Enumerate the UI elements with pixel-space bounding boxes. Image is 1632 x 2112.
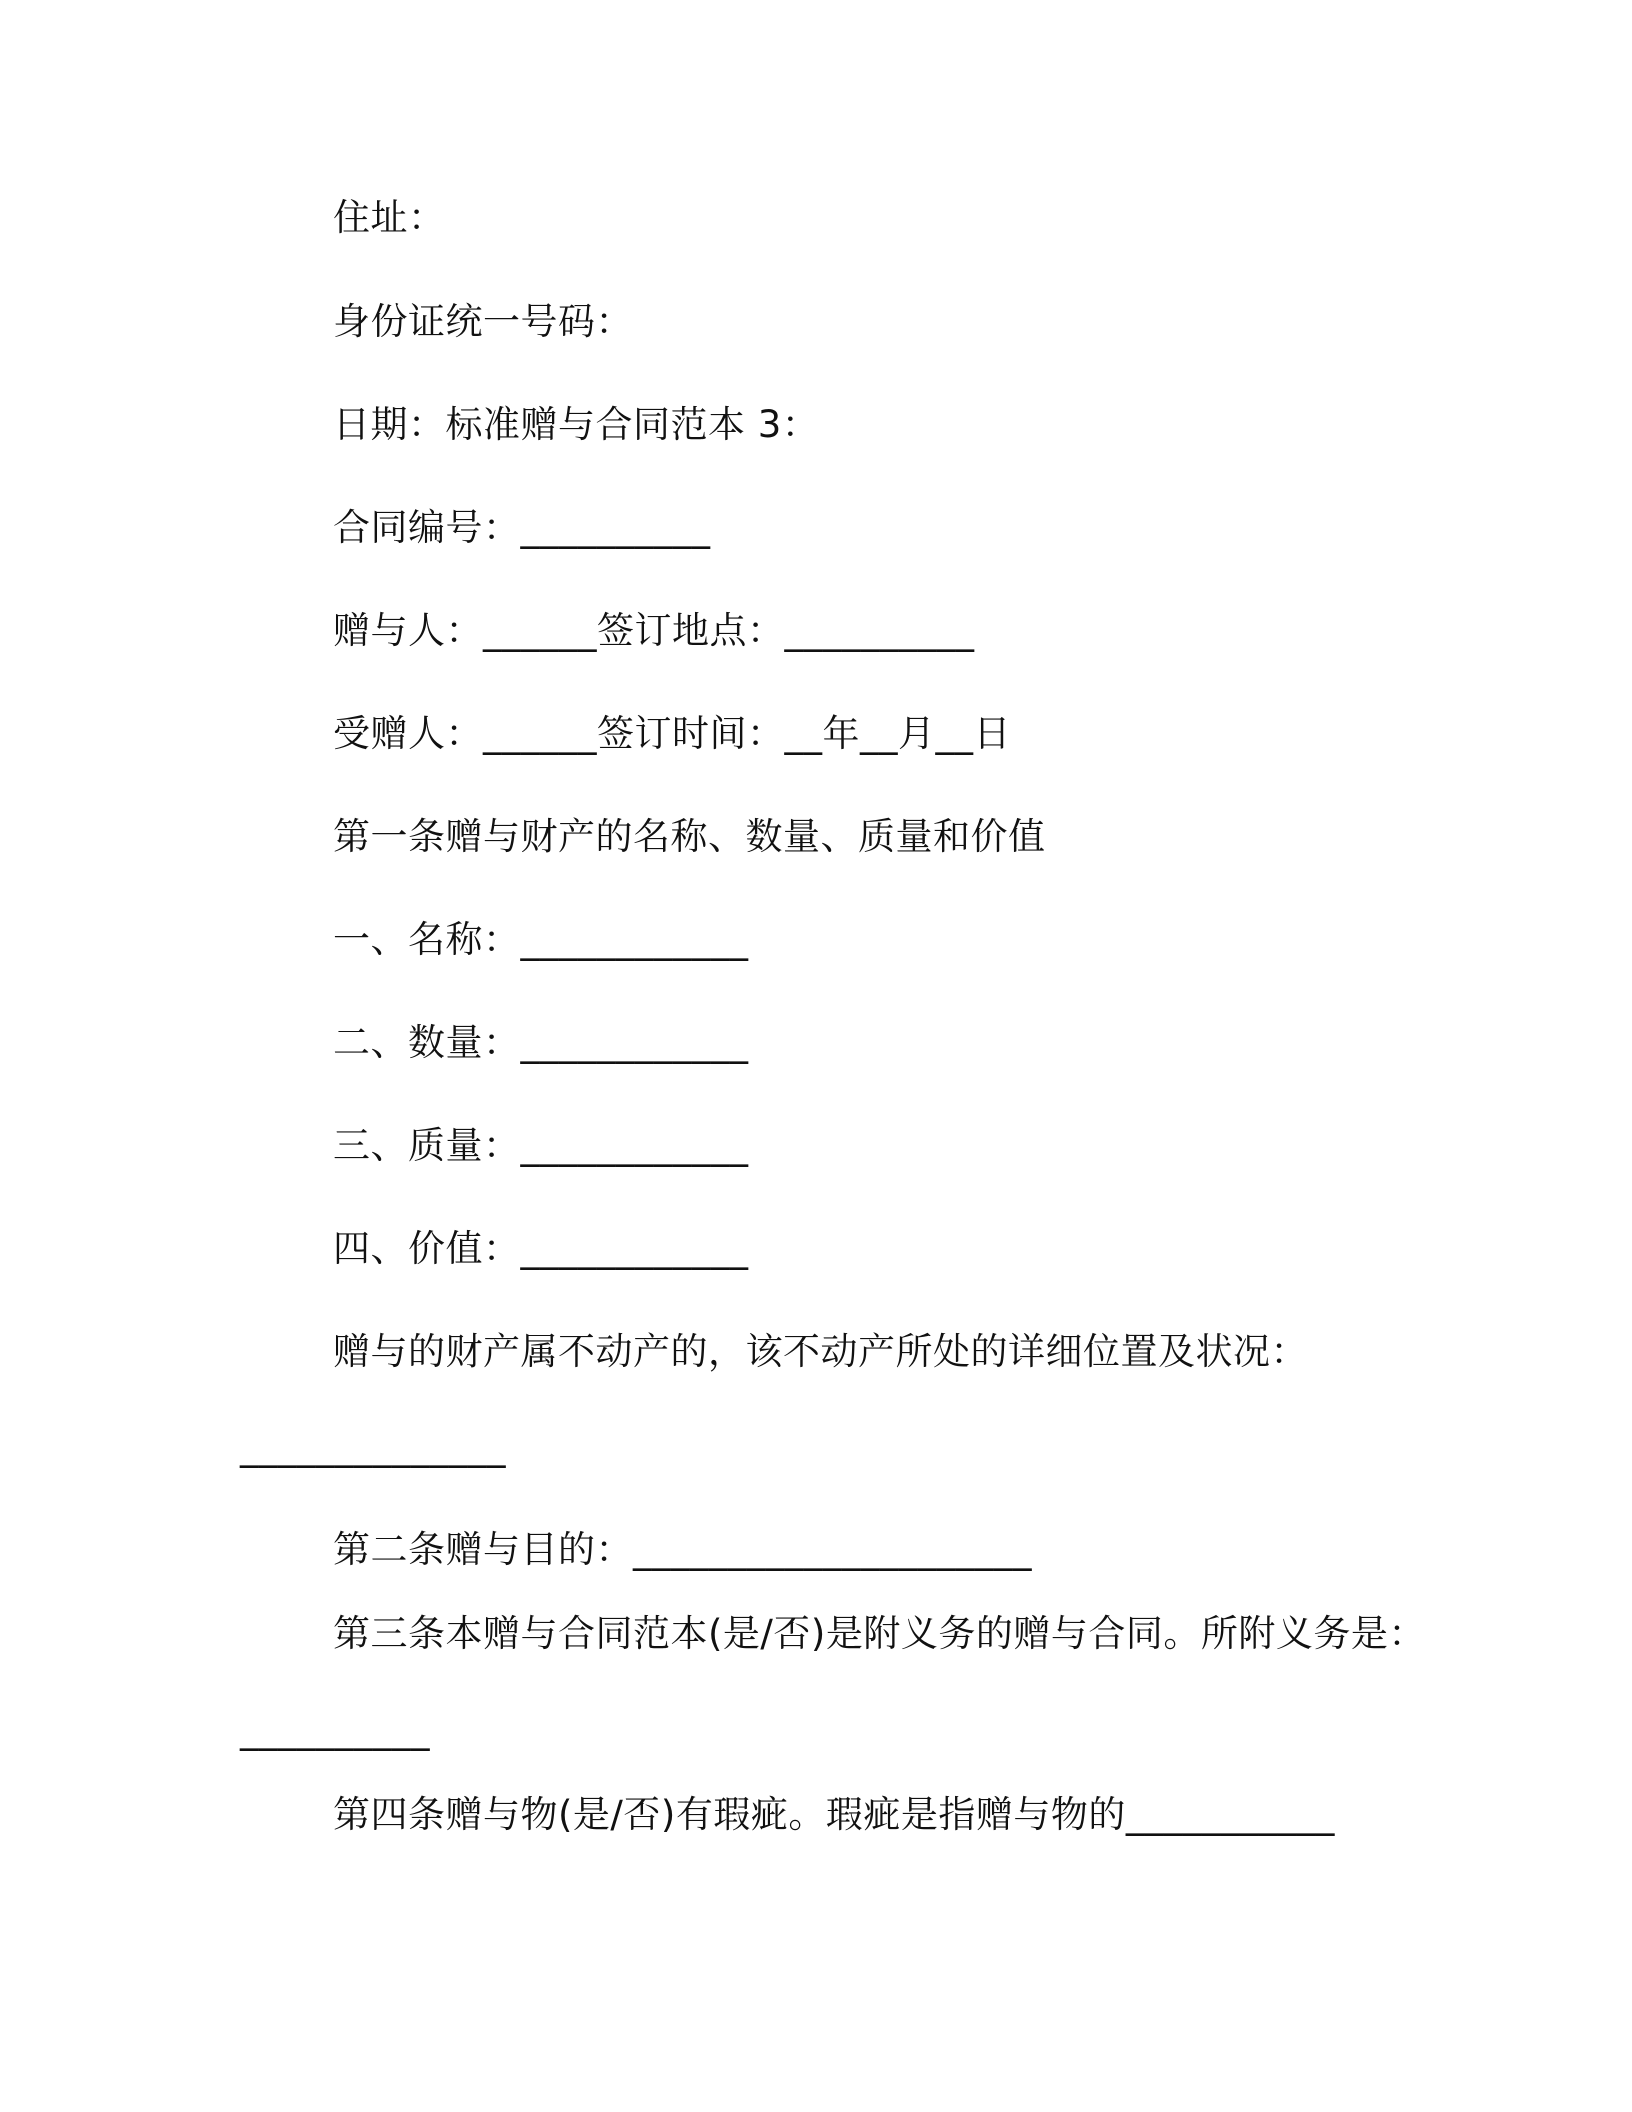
article-four-line: 第四条赠与物(是/否)有瑕疵。瑕疵是指赠与物的___________ [333, 1793, 1335, 1836]
article-three-blank: __________ [240, 1708, 430, 1751]
item-quality-line: 三、质量：____________ [333, 1124, 749, 1167]
id-number-line: 身份证统一号码： [333, 300, 633, 343]
article-three-line: 第三条本赠与合同范本(是/否)是附义务的赠与合同。所附义务是： [333, 1612, 1426, 1655]
article-two-line: 第二条赠与目的：_____________________ [333, 1528, 1032, 1571]
item-quantity-line: 二、数量：____________ [333, 1021, 749, 1064]
item-name-line: 一、名称：____________ [333, 918, 749, 961]
contract-number-line: 合同编号：__________ [333, 506, 711, 549]
real-estate-blank: ______________ [240, 1425, 506, 1468]
real-estate-line: 赠与的财产属不动产的，该不动产所处的详细位置及状况： [333, 1330, 1308, 1373]
date-template-line: 日期：标准赠与合同范本 3： [333, 403, 820, 446]
donee-line: 受赠人：______签订时间：__年__月__日 [333, 712, 1011, 755]
donor-line: 赠与人：______签订地点：__________ [333, 609, 975, 652]
item-value-line: 四、价值：____________ [333, 1227, 749, 1270]
article-one-heading: 第一条赠与财产的名称、数量、质量和价值 [333, 815, 1046, 858]
address-line: 住址： [333, 196, 446, 239]
